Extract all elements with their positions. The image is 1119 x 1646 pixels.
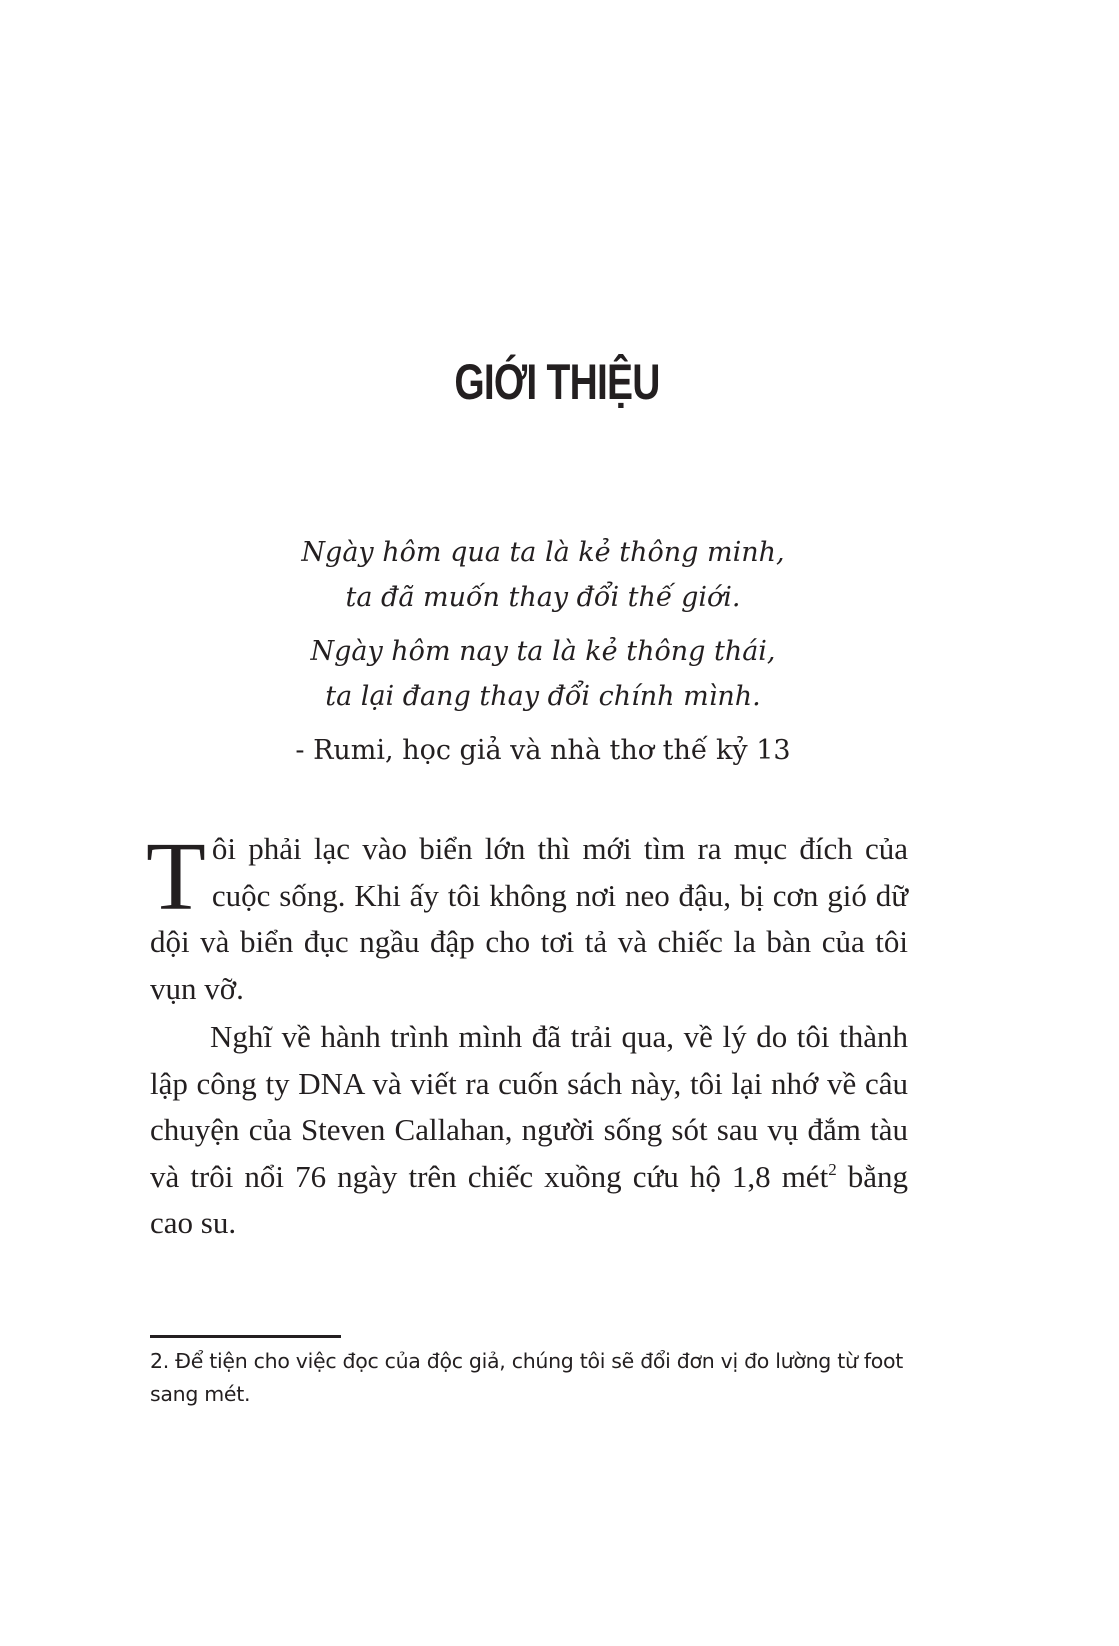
footnote-divider [150, 1335, 341, 1338]
paragraph-1 [146, 823, 908, 1012]
epigraph [0, 530, 1086, 773]
epigraph-stanza-1 [0, 530, 1086, 620]
paragraph-2-text-end: bằng cao su. [150, 1158, 909, 1240]
epigraph-line: ta lại đang thay đổi chính mình. [325, 681, 761, 712]
footnote [150, 1345, 920, 1411]
epigraph-line: Ngày hôm nay ta là kẻ thông thái, [310, 636, 776, 667]
body-text [146, 823, 909, 1247]
chapter-title: GIỚI THIỆU [454, 354, 660, 410]
epigraph-line: ta đã muốn thay đổi thế giới. [345, 582, 741, 613]
epigraph-line: Ngày hôm qua ta là kẻ thông minh, [301, 537, 785, 568]
paragraph-2 [150, 1014, 908, 1247]
epigraph-attribution: - Rumi, học giả và nhà thơ thế kỷ 13 [295, 735, 791, 766]
drop-cap: T [146, 823, 206, 931]
footnote-text: Để tiện cho việc đọc của độc giả, chúng tôi sẽ đổi đơn vị đo lường từ foot sang mét. [150, 1349, 903, 1406]
paragraph-2-text: Nghĩ về hành trình mình đã trải qua, về lý do tôi thành lập công ty DNA và viết ra cuốn sách này, tôi lại nhớ về câu chuyện của Steven Callahan, người sống sót sau vụ đắm tàu và trôi nổi 76 ngày trên chiếc xuồng cứu hộ 1,8 mét [150, 1019, 908, 1194]
paragraph-1-text: ôi phải lạc vào biển lớn thì mới tìm ra mục đích của cuộc sống. Khi ấy tôi không nơi neo đậu, bị cơn gió dữ dội và biển đục ngầu đập cho tơi tả và chiếc la bàn của tôi vụn vỡ. [150, 831, 908, 1006]
footnote-number: 2. [150, 1349, 169, 1373]
footnote-reference[interactable]: 2 [828, 1159, 837, 1179]
epigraph-stanza-2 [0, 629, 1086, 719]
